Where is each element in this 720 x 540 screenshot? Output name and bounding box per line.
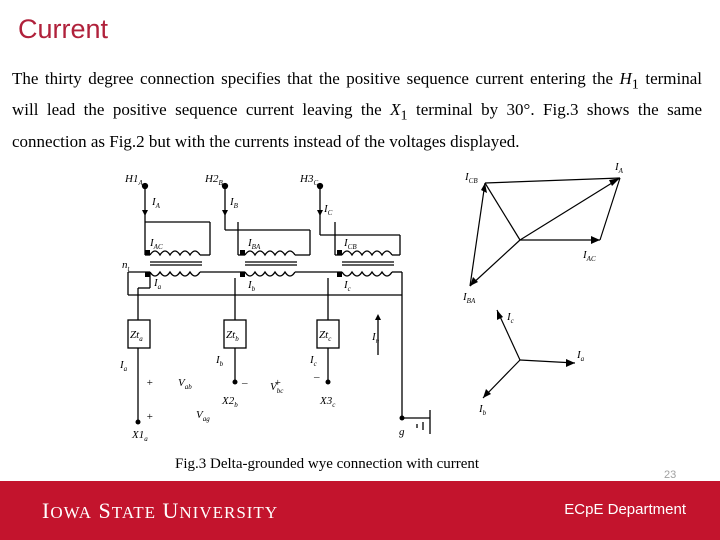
- h3-label: $H3_C$: [300, 173, 319, 187]
- slide-title: Current: [18, 14, 109, 44]
- delta-wye-circuit-diagram: [110, 160, 450, 450]
- body-part-1: The thirty degree connection specifies that the positive sequence current entering the: [12, 69, 620, 88]
- icb-label: $I_{CB}$: [344, 237, 357, 251]
- ib-label: $I_B$: [230, 196, 238, 210]
- ztc-label: $Zt_c$: [319, 329, 332, 343]
- university-wordmark: IOWA STATE UNIVERSITY: [42, 498, 279, 523]
- ia-secondary-label: $I_a$: [154, 277, 162, 291]
- zta-label: $Zt_a$: [130, 329, 143, 343]
- ia-label: $I_A$: [152, 196, 160, 210]
- h1-symbol: H: [619, 69, 632, 88]
- x1-subscript: 1: [400, 107, 408, 124]
- vab-label: $V_{ab}$: [178, 377, 192, 391]
- phasor-ic-label: $I_c$: [507, 311, 514, 325]
- phasor-iac-label: $I_{AC}$: [583, 249, 596, 263]
- minus-sign-b: –: [242, 377, 248, 389]
- ic-label: $I_C$: [324, 203, 333, 217]
- plus-sign-b: +: [274, 377, 282, 389]
- h1-subscript: 1: [631, 76, 639, 93]
- h2-label: $H2_B$: [205, 173, 223, 187]
- plus-sign-a2: +: [146, 411, 154, 423]
- plus-sign-a: +: [146, 377, 154, 389]
- iac-label: $I_{AC}$: [150, 237, 163, 251]
- phasor-ia-label: $I_A$: [615, 161, 623, 175]
- footer-bar: [0, 481, 720, 540]
- page-number: 23: [664, 469, 677, 481]
- ic-load-label: $I_c$: [310, 354, 317, 368]
- nt-label: $n_t$: [122, 259, 130, 273]
- phasor-diagram: [455, 158, 635, 423]
- vag-label: $V_{ag}$: [196, 409, 210, 423]
- x2-label: $X2_b$: [222, 395, 238, 409]
- body-paragraph: [12, 66, 702, 154]
- minus-sign-c: –: [314, 371, 320, 383]
- body-part-3: terminal by 30°. Fig.3 shows the same connection as Fig.2 but with the currents instead of the voltages displayed.: [12, 100, 702, 151]
- phasor-ib-label: $I_b$: [479, 403, 487, 417]
- ground-label: g: [399, 426, 405, 438]
- ia-load-label: $I_a$: [120, 359, 128, 373]
- in-label: $I_n$: [372, 331, 380, 345]
- vbc-label: $V_{bc}$: [270, 381, 284, 395]
- ib-load-label: $I_b$: [216, 354, 224, 368]
- body-part-2: terminal will lead the positive sequence current leaving the: [12, 69, 702, 120]
- phasor-ia-secondary-label: $I_a$: [577, 349, 585, 363]
- x3-label: $X3_c$: [320, 395, 336, 409]
- x1-label: $X1_a$: [132, 429, 148, 443]
- phasor-icb-label: $I_{CB}$: [465, 171, 478, 185]
- h1-label: $H1_A$: [125, 173, 143, 187]
- ztb-label: $Zt_b$: [226, 329, 239, 343]
- x1-symbol: X: [390, 100, 401, 120]
- department-label: ECpE Department: [564, 501, 686, 518]
- ib-secondary-label: $I_b$: [248, 279, 256, 293]
- figure-caption: Fig.3 Delta-grounded wye connection with current: [175, 456, 480, 472]
- phasor-iba-label: $I_{BA}$: [463, 291, 476, 305]
- iba-label: $I_{BA}$: [248, 237, 261, 251]
- ic-secondary-label: $I_c$: [344, 279, 351, 293]
